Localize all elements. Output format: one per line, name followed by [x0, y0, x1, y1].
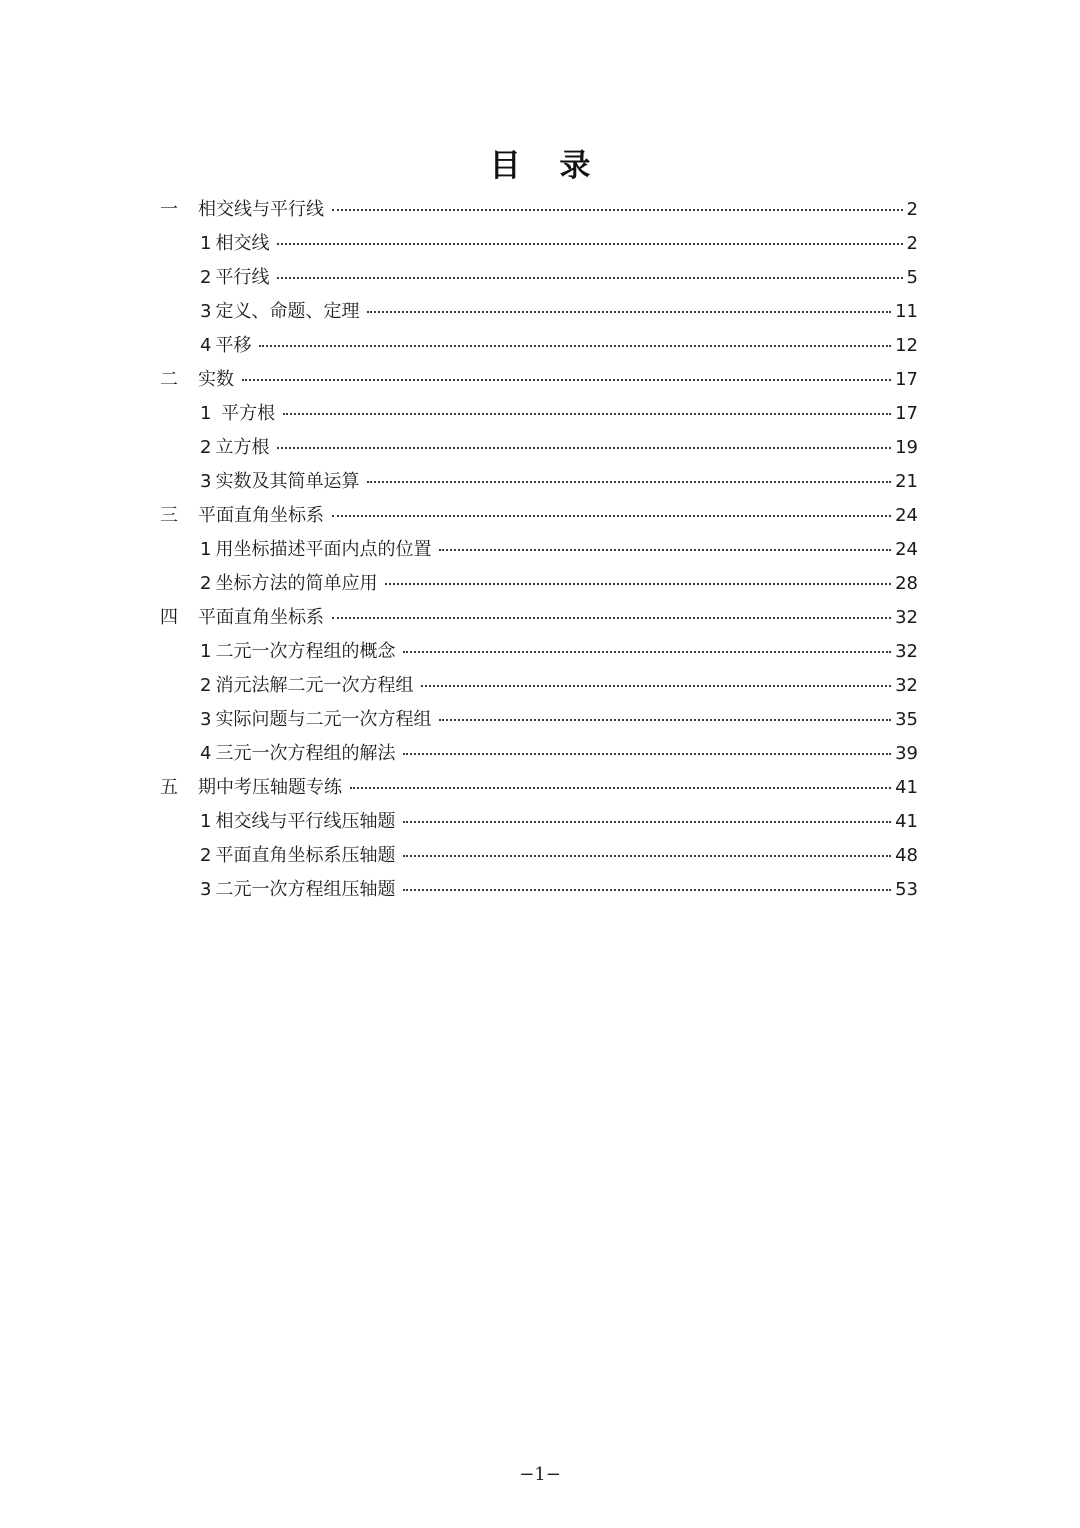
section-title [200, 635, 395, 669]
toc-section-entry[interactable] [160, 873, 918, 907]
toc-chapter-entry[interactable] [160, 601, 918, 635]
section-number: 2 [200, 675, 212, 696]
chapter-number: 一 [160, 199, 178, 220]
section-number: 3 [200, 301, 212, 322]
toc-chapter-entry[interactable] [160, 771, 918, 805]
section-number: 3 [200, 471, 212, 492]
dot-leader [367, 311, 891, 313]
section-title [200, 431, 269, 465]
section-number: 4 [200, 335, 212, 356]
section-number: 2 [200, 573, 212, 594]
section-number: 1 [200, 539, 212, 560]
section-label: 相交线与平行线压轴题 [215, 811, 396, 832]
chapter-number: 五 [160, 777, 178, 798]
dot-leader [421, 685, 891, 687]
toc-section-entry[interactable] [160, 295, 918, 329]
section-label: 坐标方法的简单应用 [215, 573, 378, 594]
section-page-number: 5 [906, 267, 918, 288]
toc-section-entry[interactable] [160, 567, 918, 601]
section-title [200, 227, 269, 261]
section-page-number: 12 [895, 335, 918, 356]
chapter-title: 相交线与平行线 [198, 199, 324, 220]
dot-leader [332, 209, 903, 211]
dot-leader [403, 651, 891, 653]
section-title [200, 397, 275, 431]
section-label: 消元法解二元一次方程组 [215, 675, 414, 696]
section-label: 相交线 [215, 233, 270, 254]
dot-leader [332, 515, 891, 517]
chapter-title: 期中考压轴题专练 [198, 777, 342, 798]
section-page-number: 24 [895, 539, 918, 560]
section-page-number: 48 [895, 845, 918, 866]
section-label: 平移 [215, 335, 252, 356]
chapter-page-number: 17 [895, 369, 918, 390]
section-title [200, 533, 431, 567]
dot-leader [332, 617, 891, 619]
section-number: 1 [200, 233, 212, 254]
section-page-number: 11 [895, 301, 918, 322]
dot-leader [277, 277, 902, 279]
section-number: 2 [200, 845, 212, 866]
toc-section-entry[interactable] [160, 805, 918, 839]
section-number: 4 [200, 743, 212, 764]
section-label: 定义、命题、定理 [215, 301, 360, 322]
toc-section-entry[interactable] [160, 635, 918, 669]
section-label: 立方根 [215, 437, 270, 458]
toc-section-entry[interactable] [160, 669, 918, 703]
dot-leader [367, 481, 891, 483]
chapter-number: 三 [160, 505, 178, 526]
section-title [200, 295, 359, 329]
chapter-title: 实数 [198, 369, 234, 390]
section-page-number: 17 [895, 403, 918, 424]
dot-leader [259, 345, 891, 347]
chapter-title: 平面直角坐标系 [198, 607, 324, 628]
section-title [200, 805, 395, 839]
dot-leader [283, 413, 891, 415]
section-label: 平方根 [215, 403, 276, 424]
dot-leader [277, 447, 891, 449]
section-number: 3 [200, 879, 212, 900]
dot-leader [350, 787, 891, 789]
section-number: 1 [200, 641, 212, 662]
table-of-contents [160, 193, 918, 907]
toc-chapter-entry[interactable] [160, 499, 918, 533]
section-title [200, 839, 395, 873]
toc-section-entry[interactable] [160, 703, 918, 737]
section-title [200, 329, 251, 363]
chapter-page-number: 32 [895, 607, 918, 628]
section-page-number: 32 [895, 641, 918, 662]
section-label: 平行线 [215, 267, 270, 288]
section-label: 实数及其简单运算 [215, 471, 360, 492]
section-page-number: 35 [895, 709, 918, 730]
toc-section-entry[interactable] [160, 261, 918, 295]
section-number: 1 [200, 403, 212, 424]
chapter-number: 二 [160, 369, 178, 390]
section-page-number: 19 [895, 437, 918, 458]
section-title [200, 567, 377, 601]
dot-leader [439, 719, 891, 721]
toc-section-entry[interactable] [160, 431, 918, 465]
toc-section-entry[interactable] [160, 227, 918, 261]
toc-section-entry[interactable] [160, 533, 918, 567]
section-title [200, 261, 269, 295]
dot-leader [439, 549, 891, 551]
section-page-number: 39 [895, 743, 918, 764]
section-number: 2 [200, 267, 212, 288]
section-title [200, 465, 359, 499]
toc-section-entry[interactable] [160, 465, 918, 499]
section-label: 二元一次方程组的概念 [215, 641, 396, 662]
toc-chapter-entry[interactable] [160, 363, 918, 397]
dot-leader [385, 583, 891, 585]
section-page-number: 21 [895, 471, 918, 492]
toc-section-entry[interactable] [160, 329, 918, 363]
section-title [200, 703, 431, 737]
toc-section-entry[interactable] [160, 839, 918, 873]
section-label: 二元一次方程组压轴题 [215, 879, 396, 900]
page-number-footer: −1− [519, 1464, 561, 1485]
dot-leader [403, 821, 891, 823]
section-page-number: 2 [906, 233, 918, 254]
section-title [200, 669, 413, 703]
section-number: 3 [200, 709, 212, 730]
section-page-number: 41 [895, 811, 918, 832]
toc-title: 目 录 [489, 148, 605, 184]
section-label: 平面直角坐标系压轴题 [215, 845, 396, 866]
section-number: 1 [200, 811, 212, 832]
chapter-page-number: 41 [895, 777, 918, 798]
dot-leader [403, 855, 891, 857]
section-title [200, 737, 395, 771]
dot-leader [242, 379, 891, 381]
toc-section-entry[interactable] [160, 737, 918, 771]
toc-chapter-entry[interactable] [160, 193, 918, 227]
section-label: 用坐标描述平面内点的位置 [215, 539, 432, 560]
section-page-number: 32 [895, 675, 918, 696]
section-page-number: 53 [895, 879, 918, 900]
dot-leader [277, 243, 902, 245]
section-label: 实际问题与二元一次方程组 [215, 709, 432, 730]
section-number: 2 [200, 437, 212, 458]
section-label: 三元一次方程组的解法 [215, 743, 396, 764]
section-title [200, 873, 395, 907]
chapter-number: 四 [160, 607, 178, 628]
dot-leader [403, 889, 891, 891]
dot-leader [403, 753, 891, 755]
chapter-page-number: 24 [895, 505, 918, 526]
chapter-page-number: 2 [906, 199, 918, 220]
chapter-title: 平面直角坐标系 [198, 505, 324, 526]
toc-section-entry[interactable] [160, 397, 918, 431]
section-page-number: 28 [895, 573, 918, 594]
